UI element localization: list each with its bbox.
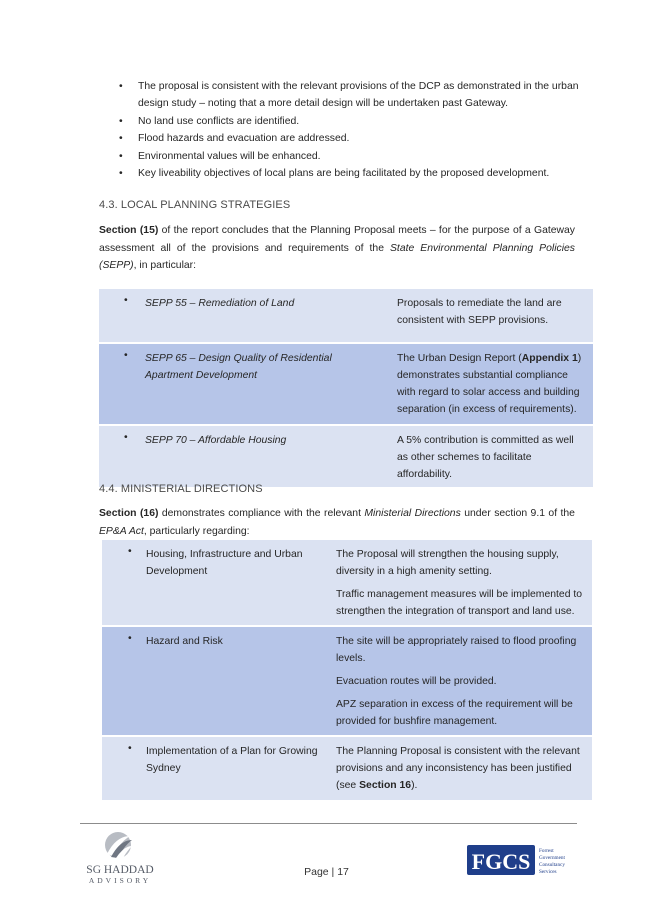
direction-name-cell: • Housing, Infrastructure and Urban Development [128, 546, 303, 577]
section-44-paragraph: Section (16) demonstrates compliance with the relevant Ministerial Directions under section 9.1 of the EP&A Act, particularly regarding: [99, 508, 575, 537]
sepp-name-cell: • SEPP 55 – Remediation of Land [124, 295, 295, 309]
sg-haddad-emblem-icon [105, 832, 132, 858]
sepp-description-cell: The Urban Design Report (Appendix 1) demonstrates substantial compliance with regard to solar access and building separation (in excess of requirements). [397, 353, 582, 415]
svg-text:Government: Government [539, 855, 565, 861]
ministerial-directions-table [102, 540, 592, 800]
table-row [102, 540, 592, 626]
fgcs-logo [467, 843, 587, 878]
list-item: • The proposal is consistent with the relevant provisions of the DCP as demonstrated in the urban design study – noting that a more detail design will be undertaken past Gateway. [100, 78, 580, 112]
direction-description-cell: The site will be appropriately raised to flood proofing levels. Evacuation routes will be provided. APZ separation in excess of the requirement will be provided for bushfire management. [336, 636, 577, 727]
sepp-description-cell: A 5% contribution is committed as well as other schemes to facilitate affordability. [397, 435, 574, 480]
list-item: • No land use conflicts are identified. [100, 113, 580, 130]
bullet-icon: • [128, 743, 132, 754]
sepp-description-cell: Proposals to remediate the land are consistent with SEPP provisions. [397, 298, 562, 326]
list-item: • Environmental values will be enhanced. [100, 148, 580, 165]
sepp-name-cell: • SEPP 70 – Affordable Housing [124, 432, 287, 446]
bullet-icon: • [128, 633, 132, 644]
svg-text:SG HADDAD: SG HADDAD [86, 864, 154, 876]
direction-name-cell: • Hazard and Risk [128, 633, 223, 647]
svg-text:Consultancy: Consultancy [539, 862, 565, 868]
svg-text:ADVISORY: ADVISORY [88, 876, 152, 885]
page-number: Page | 17 [304, 866, 349, 878]
bullet-icon: • [119, 115, 123, 127]
section-heading-local-planning: 4.3. LOCAL PLANNING STRATEGIES [99, 199, 291, 211]
svg-text:Services: Services [539, 869, 557, 875]
sepp-table [99, 289, 593, 487]
table-row [99, 425, 593, 487]
section-heading-ministerial-directions: 4.4. MINISTERIAL DIRECTIONS [99, 483, 263, 495]
section-43-paragraph: Section (15) of the report concludes that the Planning Proposal meets – for the purpose of a Gateway assessment all of the provisions and requirements of the State Environmental Planning Policies (SEPP), in particular: [99, 225, 575, 271]
sepp-name-cell: • SEPP 65 – Design Quality of Residential Apartment Development [124, 350, 332, 381]
bullet-icon: • [124, 432, 128, 443]
bullet-icon: • [119, 81, 123, 92]
top-bullet-list [100, 78, 580, 183]
svg-text:Forrest: Forrest [539, 848, 554, 854]
bullet-icon: • [119, 168, 123, 179]
table-row [99, 343, 593, 425]
bullet-icon: • [119, 133, 123, 144]
direction-name-cell: • Implementation of a Plan for Growing Sydney [128, 743, 318, 774]
table-row [102, 626, 592, 736]
bullet-icon: • [124, 295, 128, 306]
direction-description-cell: The Proposal will strengthen the housing supply, diversity in a high amenity setting. Traffic management measures will be implemented to strengthen the integration of transport and land use. [336, 549, 583, 617]
bullet-icon: • [128, 546, 132, 557]
list-item: • Key liveability objectives of local plans are being facilitated by the proposed development. [100, 165, 580, 182]
bullet-icon: • [119, 150, 123, 162]
svg-text:FGCS: FGCS [471, 849, 531, 874]
table-row [99, 289, 593, 343]
bullet-icon: • [124, 350, 128, 361]
table-row [102, 736, 592, 800]
list-item: • Flood hazards and evacuation are addressed. [100, 130, 580, 147]
direction-description-cell: The Planning Proposal is consistent with the relevant provisions and any inconsistency has been justified (see Section 16). [336, 746, 580, 791]
footer-divider [80, 823, 577, 824]
